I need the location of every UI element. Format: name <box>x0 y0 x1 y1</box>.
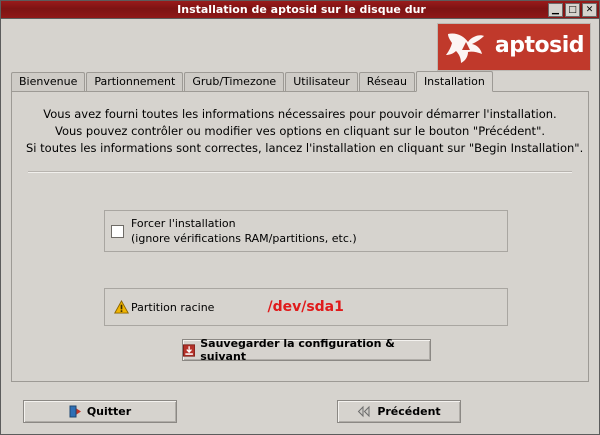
force-install-label-line1: Forcer l'installation <box>131 217 236 230</box>
save-disk-icon <box>183 344 195 357</box>
back-button-label: Précédent <box>377 405 441 418</box>
intro-text <box>12 92 588 157</box>
maximize-icon[interactable]: □ <box>565 3 580 17</box>
branding-band <box>1 19 599 71</box>
tab-partionnement[interactable]: Partionnement <box>86 72 183 91</box>
window-controls <box>548 3 597 17</box>
save-configuration-label: Sauvegarder la configuration & suivant <box>200 337 395 363</box>
back-button[interactable] <box>337 400 461 423</box>
tab-installation[interactable]: Installation <box>416 71 493 92</box>
intro-line-1: Vous avez fourni toutes les informations nécessaires pour pouvoir démarrer l'installation. <box>43 107 557 121</box>
root-partition-group <box>104 288 508 326</box>
tab-grub-timezone[interactable]: Grub/Timezone <box>184 72 284 91</box>
force-install-label <box>131 216 357 246</box>
title-bar <box>1 1 599 19</box>
window-title: Installation de aptosid sur le disque dur <box>177 2 426 16</box>
tab-bar <box>11 71 589 92</box>
separator <box>28 171 572 173</box>
tab-utilisateur[interactable]: Utilisateur <box>285 72 358 91</box>
exit-door-icon <box>69 405 82 418</box>
root-partition-label: Partition racine <box>131 300 215 314</box>
quit-button-label: Quitter <box>86 405 132 418</box>
force-install-label-line2: (ignore vérifications RAM/partitions, etc.) <box>131 232 357 245</box>
intro-line-2: Vous pouvez contrôler ou modifier ves options en cliquant sur le bouton "Précédent". <box>54 124 546 138</box>
tab-bienvenue[interactable]: Bienvenue <box>11 72 85 91</box>
intro-line-3: Si toutes les informations sont correctes, lancez l'installation en cliquant sur "Begin Installation". <box>26 141 584 155</box>
aptosid-bird-icon <box>446 30 486 64</box>
tab-reseau[interactable]: Réseau <box>359 72 415 91</box>
root-partition-value: /dev/sda1 <box>267 299 344 315</box>
logo-wordmark: aptosid <box>494 33 584 58</box>
close-icon[interactable]: ✕ <box>582 3 597 17</box>
arrow-left-icon <box>357 405 372 418</box>
installation-panel <box>11 92 589 382</box>
save-configuration-button[interactable] <box>182 339 431 361</box>
aptosid-logo <box>437 23 591 71</box>
minimize-icon[interactable]: ▁ <box>548 3 563 17</box>
force-install-group[interactable] <box>104 210 508 252</box>
warning-icon <box>114 300 129 314</box>
footer-bar <box>1 392 599 434</box>
quit-button[interactable] <box>23 400 177 423</box>
force-install-checkbox[interactable] <box>111 225 124 238</box>
